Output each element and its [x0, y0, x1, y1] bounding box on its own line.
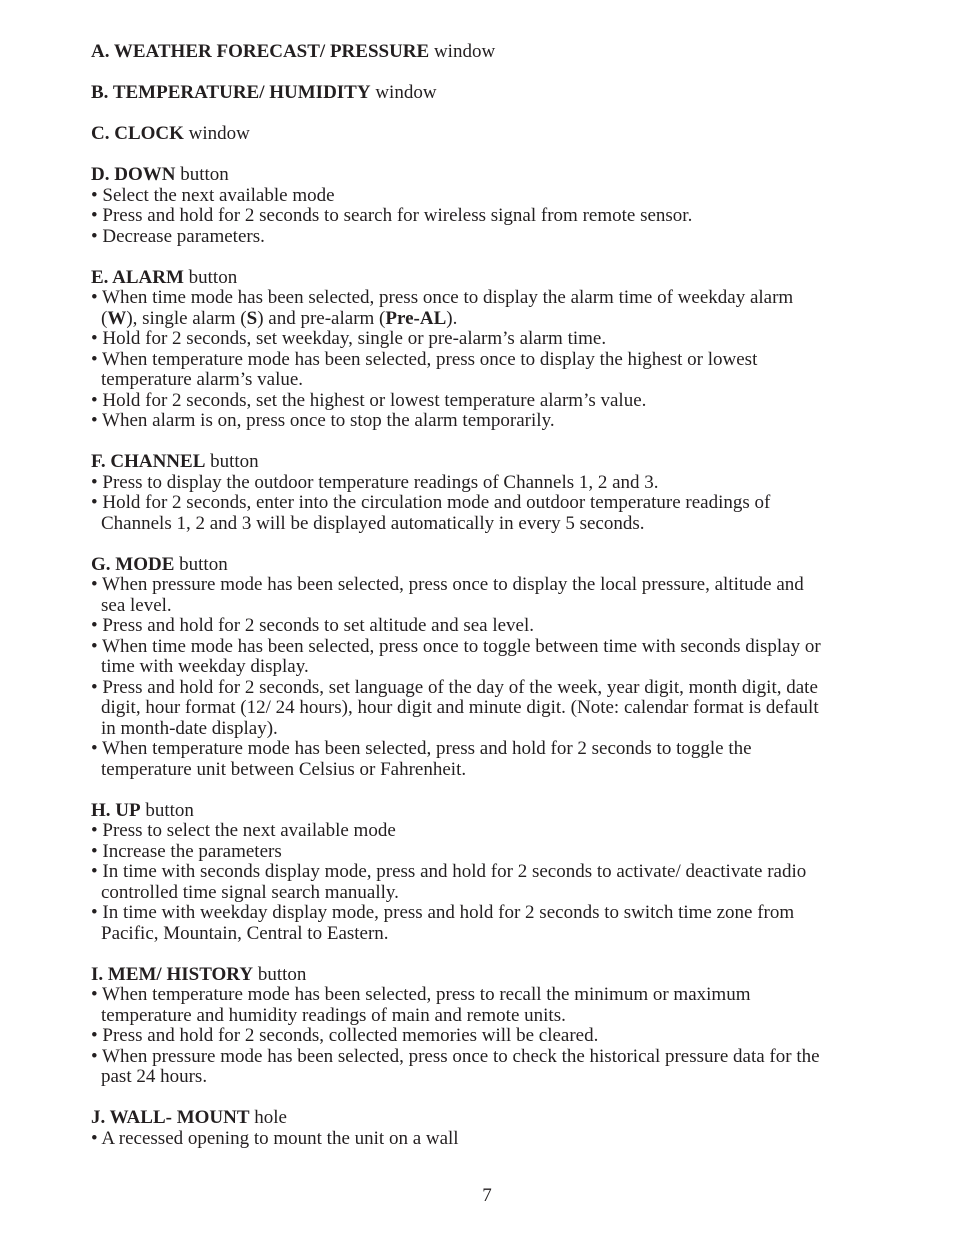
- section-heading: [91, 555, 891, 576]
- section-wall-mount-hole: [91, 1108, 891, 1149]
- alarm-types-line: [101, 308, 457, 329]
- bullet-item: [91, 637, 891, 678]
- bullet-item: [91, 821, 891, 842]
- bullet-item: [91, 575, 891, 616]
- bullet-item: [91, 411, 891, 432]
- bullet-item: [91, 678, 891, 740]
- bullet-line: • In time with seconds display mode, press and hold for 2 seconds to activate/ deactivate radio: [91, 861, 807, 882]
- section-down-button: [91, 165, 891, 247]
- section-mode-button: [91, 555, 891, 781]
- section-suffix: button: [183, 266, 238, 288]
- section-clock: [91, 124, 891, 145]
- bullet-line: • When alarm is on, press once to stop the alarm temporarily.: [91, 410, 555, 431]
- bullet-list: [91, 575, 891, 780]
- section-alarm-button: [91, 268, 891, 432]
- bullet-item: [91, 473, 891, 494]
- bullet-line: • Hold for 2 seconds, enter into the circulation mode and outdoor temperature readings of: [91, 492, 771, 513]
- weekday-alarm-symbol: W: [107, 307, 127, 329]
- section-heading: [91, 42, 891, 63]
- section-title: E. ALARM: [91, 266, 184, 288]
- bullet-line: • When temperature mode has been selected, press to recall the minimum or maximum: [91, 984, 751, 1005]
- bullet-line: • Decrease parameters.: [91, 225, 265, 247]
- text-fragment: ).: [446, 307, 458, 329]
- single-alarm-symbol: S: [246, 307, 258, 329]
- bullet-line: past 24 hours.: [101, 1066, 208, 1087]
- bullet-item: [91, 227, 891, 248]
- text-fragment: (: [101, 307, 108, 329]
- section-heading: [91, 452, 891, 473]
- text-fragment: ), single alarm (: [126, 307, 247, 329]
- bullet-item: [91, 739, 891, 780]
- section-temperature-humidity: [91, 83, 891, 104]
- bullet-item: [91, 186, 891, 207]
- bullet-list: [91, 985, 891, 1088]
- bullet-line: • Press and hold for 2 seconds to search for wireless signal from remote sensor.: [91, 205, 693, 226]
- section-weather-forecast-pressure: [91, 42, 891, 63]
- section-suffix: window: [183, 123, 250, 144]
- bullet-item: [91, 1047, 891, 1088]
- bullet-line: sea level.: [101, 594, 172, 616]
- page-number: 7: [482, 1185, 492, 1206]
- bullet-item: [91, 842, 891, 863]
- bullet-list: [91, 1129, 891, 1150]
- manual-page-body: [91, 42, 891, 1170]
- section-title: H. UP: [91, 799, 141, 821]
- bullet-line: • Increase the parameters: [91, 840, 282, 862]
- section-title: G. MODE: [91, 553, 175, 575]
- bullet-list: [91, 186, 891, 248]
- section-title: J. WALL- MOUNT: [91, 1107, 250, 1128]
- bullet-line: • When pressure mode has been selected, press once to check the historical pressure data for the: [91, 1045, 820, 1067]
- section-suffix: button: [253, 963, 307, 985]
- section-title: I. MEM/ HISTORY: [91, 963, 254, 985]
- bullet-line: in month-date display).: [101, 717, 278, 739]
- section-suffix: button: [174, 553, 228, 575]
- bullet-line: • Press and hold for 2 seconds to set altitude and sea level.: [91, 615, 535, 636]
- bullet-line: time with weekday display.: [101, 656, 309, 677]
- bullet-line: • When temperature mode has been selected, press and hold for 2 seconds to toggle the: [91, 738, 752, 759]
- bullet-line: temperature unit between Celsius or Fahrenheit.: [101, 758, 467, 780]
- bullet-item: [91, 1129, 891, 1150]
- bullet-line: • When time mode has been selected, press once to display the alarm time of weekday alarm: [91, 287, 794, 308]
- section-heading: [91, 965, 891, 986]
- bullet-line: temperature and humidity readings of main and remote units.: [101, 1004, 566, 1026]
- text-fragment: ) and pre-alarm (: [257, 307, 386, 329]
- bullet-line: • Press to display the outdoor temperature readings of Channels 1, 2 and 3.: [91, 471, 659, 493]
- section-title: F. CHANNEL: [91, 451, 206, 472]
- section-title: A. WEATHER FORECAST/ PRESSURE: [91, 41, 430, 62]
- section-title: D. DOWN: [91, 164, 176, 185]
- bullet-item: [91, 862, 891, 903]
- bullet-list: [91, 473, 891, 535]
- section-heading: [91, 1108, 891, 1129]
- bullet-line: • When temperature mode has been selected, press once to display the highest or lowest: [91, 348, 758, 370]
- pre-alarm-symbol: Pre-AL: [385, 307, 447, 329]
- bullet-line: digit, hour format (12/ 24 hours), hour digit and minute digit. (Note: calendar format is default: [101, 697, 819, 718]
- bullet-line: • Select the next available mode: [91, 184, 335, 206]
- bullet-item: [91, 391, 891, 412]
- bullet-line: Channels 1, 2 and 3 will be displayed automatically in every 5 seconds.: [101, 512, 645, 534]
- bullet-list: [91, 821, 891, 944]
- bullet-item: [91, 206, 891, 227]
- section-title: B. TEMPERATURE/ HUMIDITY: [91, 82, 371, 103]
- section-suffix: hole: [249, 1107, 287, 1128]
- section-channel-button: [91, 452, 891, 534]
- bullet-line: controlled time signal search manually.: [101, 881, 399, 903]
- bullet-item: [91, 329, 891, 350]
- bullet-item: [91, 985, 891, 1026]
- section-mem-history-button: [91, 965, 891, 1088]
- section-heading: [91, 268, 891, 289]
- bullet-line: • A recessed opening to mount the unit on a wall: [91, 1127, 459, 1149]
- bullet-line: • Press and hold for 2 seconds, set language of the day of the week, year digit, month digit, date: [91, 676, 818, 698]
- bullet-item: [91, 1026, 891, 1047]
- section-title: C. CLOCK: [91, 123, 184, 144]
- bullet-line: • Hold for 2 seconds, set the highest or lowest temperature alarm’s value.: [91, 389, 647, 411]
- bullet-line: Pacific, Mountain, Central to Eastern.: [101, 922, 389, 944]
- section-heading: [91, 165, 891, 186]
- bullet-line: • When time mode has been selected, press once to toggle between time with seconds display or: [91, 635, 821, 657]
- section-heading: [91, 124, 891, 145]
- section-suffix: button: [175, 164, 229, 185]
- bullet-item: [91, 350, 891, 391]
- section-up-button: [91, 801, 891, 945]
- bullet-list: [91, 288, 891, 432]
- bullet-line: • When pressure mode has been selected, press once to display the local pressure, altitude and: [91, 574, 804, 595]
- bullet-item: [91, 288, 891, 329]
- bullet-line: • In time with weekday display mode, press and hold for 2 seconds to switch time zone from: [91, 902, 795, 923]
- bullet-item: [91, 493, 891, 534]
- section-suffix: button: [140, 799, 194, 821]
- bullet-line: • Hold for 2 seconds, set weekday, single or pre-alarm’s alarm time.: [91, 328, 607, 349]
- section-suffix: button: [205, 451, 259, 472]
- bullet-item: [91, 616, 891, 637]
- bullet-line: • Press to select the next available mode: [91, 820, 396, 841]
- bullet-item: [91, 903, 891, 944]
- bullet-line: temperature alarm’s value.: [101, 369, 304, 390]
- section-heading: [91, 83, 891, 104]
- bullet-line: • Press and hold for 2 seconds, collected memories will be cleared.: [91, 1025, 599, 1046]
- section-suffix: window: [370, 82, 437, 103]
- section-heading: [91, 801, 891, 822]
- section-suffix: window: [429, 41, 496, 62]
